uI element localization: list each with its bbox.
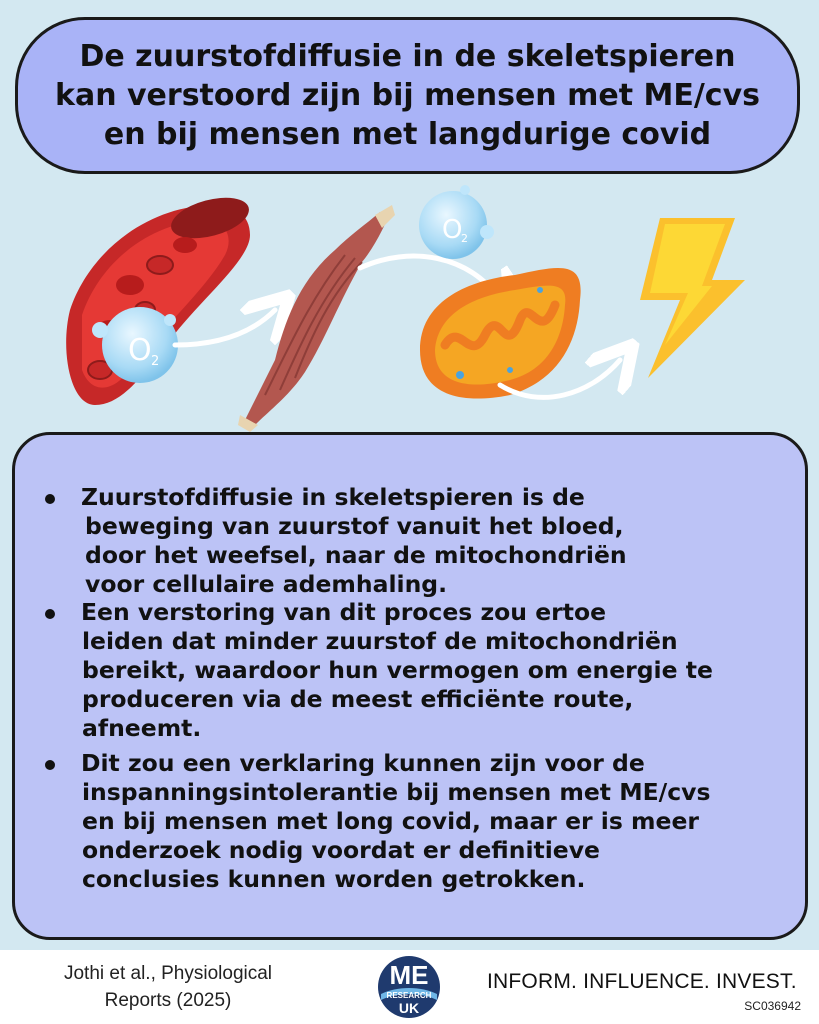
- bullet-line: produceren via de meest efficiënte route,: [82, 685, 634, 713]
- oxygen-pathway-illustration: [0, 180, 819, 440]
- info-panel: [12, 432, 808, 940]
- oxygen-bubble-icon: [419, 185, 494, 259]
- bullet-line: en bij mensen met long covid, maar er is meer: [82, 807, 699, 835]
- bullet-line: onderzoek nodig voordat er definitieve: [82, 836, 600, 864]
- oxygen-subscript: 2: [151, 354, 160, 369]
- bullet-line: afneemt.: [82, 714, 202, 742]
- citation: [0, 960, 336, 1014]
- bullet-line: conclusies kunnen worden getrokken.: [82, 865, 586, 893]
- oxygen-label: O: [128, 333, 152, 368]
- lightning-bolt-icon: [640, 218, 745, 378]
- bullet-dot: [45, 494, 55, 504]
- bullet-dot: [45, 609, 55, 619]
- tagline: INFORM. INFLUENCE. INVEST.: [487, 970, 797, 993]
- oxygen-label: O: [442, 215, 463, 245]
- footer: [0, 950, 819, 1024]
- title-line-1: De zuurstofdiffusie in de skeletspieren: [79, 39, 736, 74]
- charity-number: SC036942: [744, 999, 801, 1013]
- me-research-uk-logo[interactable]: [377, 954, 441, 1020]
- logo-uk-text: UK: [398, 1000, 420, 1016]
- bullet-item-1: [45, 483, 805, 599]
- bullet-item-3: [45, 749, 805, 894]
- logo-me-text: ME: [389, 960, 429, 990]
- bullet-line: leiden dat minder zuurstof de mitochondriën: [82, 627, 678, 655]
- title-banner: [15, 17, 800, 174]
- mitochondrion-icon: [420, 268, 581, 399]
- bullet-line: beweging van zuurstof vanuit het bloed,: [85, 512, 624, 540]
- bullet-line: bereikt, waardoor hun vermogen om energie te: [82, 656, 713, 684]
- bullet-line: door het weefsel, naar de mitochondriën: [85, 541, 627, 569]
- oxygen-subscript: 2: [461, 232, 468, 245]
- bullet-line: Zuurstofdiffusie in skeletspieren is de: [81, 483, 585, 511]
- bullet-line: voor cellulaire ademhaling.: [85, 570, 448, 598]
- bullet-line: inspanningsintolerantie bij mensen met ME/cvs: [82, 778, 711, 806]
- title-line-2: kan verstoord zijn bij mensen met ME/cvs: [55, 78, 760, 113]
- bullet-line: Dit zou een verklaring kunnen zijn voor de: [81, 749, 645, 777]
- title-line-3: en bij mensen met langdurige covid: [103, 117, 712, 152]
- logo-research-text: RESEARCH: [386, 991, 432, 1000]
- bullet-item-2: [45, 598, 805, 743]
- citation-line-2: Reports (2025): [104, 990, 232, 1011]
- bullet-dot: [45, 760, 55, 770]
- bullet-line: Een verstoring van dit proces zou ertoe: [81, 598, 607, 626]
- citation-line-1: Jothi et al., Physiological: [63, 963, 273, 984]
